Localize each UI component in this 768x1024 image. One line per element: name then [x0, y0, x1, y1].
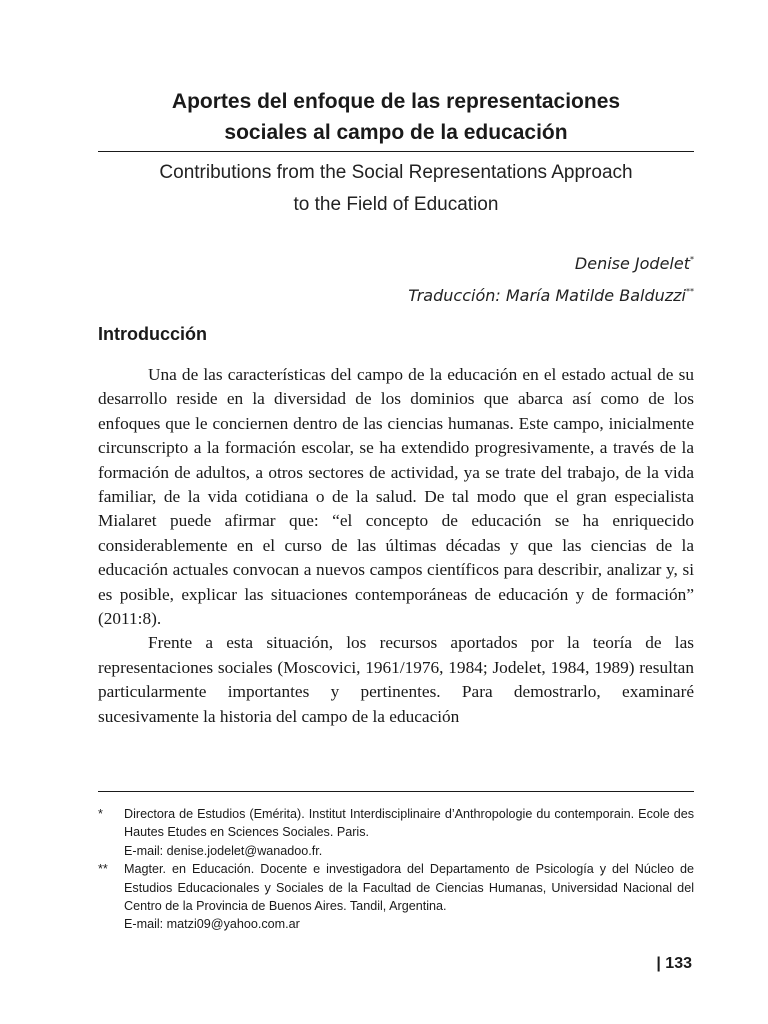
footnote-text	[124, 805, 694, 860]
footnote-divider	[98, 791, 694, 792]
title-block	[98, 86, 694, 221]
footnote-mark: **	[98, 862, 108, 877]
footnote-mark: *	[98, 807, 103, 821]
paragraph: Frente a esta situación, los recursos aportados por la teoría de las representaciones sociales (Moscovici, 1961/1976, 1984; Jodelet, 1984, 1989) resultan particularmente importantes y pertinentes. Para demostrarlo, examinaré sucesivamente la historia del campo de la educación	[98, 633, 694, 726]
translator-line	[408, 278, 694, 310]
author-block	[408, 246, 694, 310]
page-number: | 133	[656, 955, 692, 972]
footnote-email[interactable]: E-mail: denise.jodelet@wanadoo.fr.	[124, 843, 323, 858]
footnote	[98, 805, 694, 860]
footnote-affiliation: Magter. en Educación. Docente e investigadora del Departamento de Psicología y del Núcleo de Estudios Educacionales y Sociales de la Facultad de Ciencias Humanas, Universidad Nacional del Centro de la Provincia de Buenos Aires. Tandil, Argentina.	[124, 862, 694, 914]
article-title	[98, 86, 694, 148]
translator-name: Traducción: María Matilde Balduzzi	[408, 286, 686, 305]
body-text	[98, 363, 694, 729]
article-subtitle-line-1: Contributions from the Social Representations Approach	[159, 162, 633, 183]
article-subtitle	[98, 157, 694, 221]
footnote	[98, 860, 694, 934]
footnote-marker[interactable]: **	[686, 287, 694, 296]
article-subtitle-line-2: to the Field of Education	[293, 194, 499, 215]
paragraph: Una de las características del campo de la educación en el estado actual de su desarrollo reside en la diversidad de los dominios que abarca así como de los enfoques que le conciernen dentro de las ciencias humanas. Este campo, inicialmente circunscripto a la formación escolar, se ha extendido progresivamente, a través de la formación de adultos, a otros sectores de actividad, ya se trate del trabajo, de la vida familiar, de la vida cotidiana o de la salud. De tal modo que el gran especialista Mialaret puede afirmar que: “el concepto de educación se ha enriquecido considerablemente en el curso de las últimas décadas y que las ciencias de la educación actuales convocan a nuevos campos científicos para describir, analizar y, si es posible, explicar las situaciones contemporáneas de educación y de formación” (2011:8).	[98, 365, 694, 629]
footnote-email[interactable]: E-mail: matzi09@yahoo.com.ar	[124, 917, 300, 932]
author-name: Denise Jodelet	[574, 254, 690, 273]
footnote-marker[interactable]: *	[690, 255, 694, 264]
section-heading: Introducción	[98, 324, 207, 344]
footnotes	[98, 805, 694, 934]
footnote-text	[124, 860, 694, 934]
author-line	[408, 246, 694, 278]
article-title-line-1: Aportes del enfoque de las representaciones	[171, 90, 621, 113]
article-title-line-2: sociales al campo de la educación	[224, 121, 568, 144]
footnote-affiliation: Directora de Estudios (Emérita). Institut Interdisciplinaire d’Anthropologie du contemporain. Ecole des Hautes Etudes en Sciences Sociales. Paris.	[124, 807, 694, 840]
title-divider	[98, 151, 694, 152]
